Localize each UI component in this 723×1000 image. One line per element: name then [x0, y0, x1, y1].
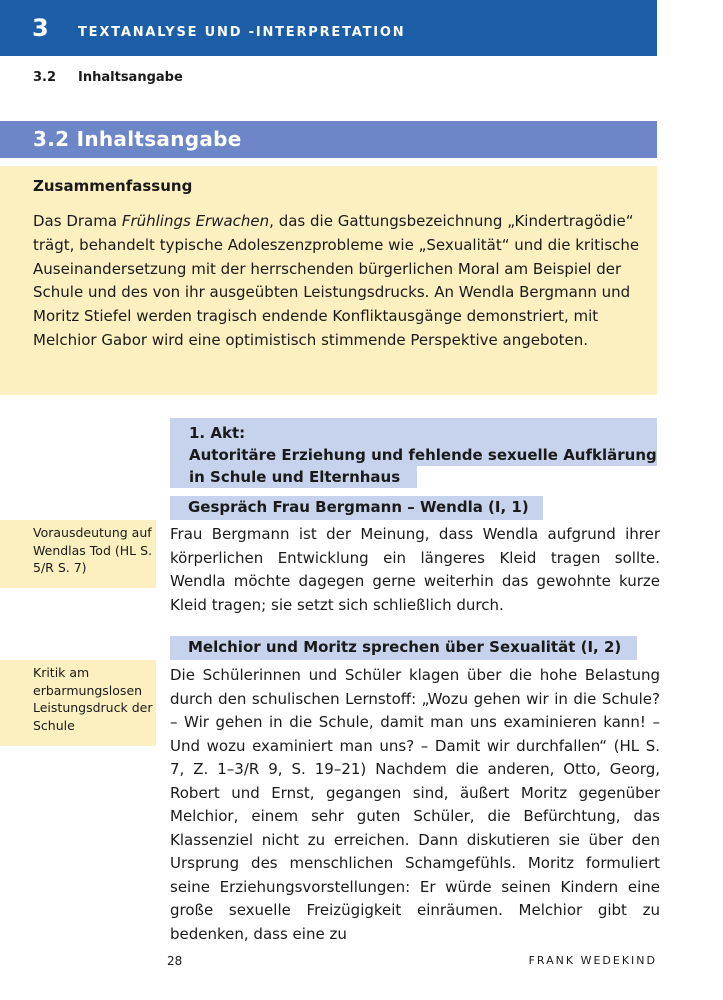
- scene-heading: [170, 636, 637, 660]
- scene-text: Die Schülerinnen und Schüler klagen über die hohe Belastung durch den schulischen Lernstoff: „Wozu gehen wir in die Schule? – Wir gehen in die Schule, damit man uns examinieren kann! – Und wozu examiniert man uns? – Damit wir durchfallen“ (HL S. 7, Z. 1–3/R 9, S. 19–21) Nachdem die anderen, Otto, Georg, Robert und Ernst, gegangen sind, äußert Moritz gegenüber Melchior, einem sehr guten Schüler, die Befürchtung, das Klassenziel nicht zu erreichen. Dann diskutieren sie über den Ursprung des menschlichen Schamgefühls. Moritz formuliert seine Erziehungsvorstellungen: Er würde seinen Kindern eine große sexuelle Freizügigkeit einräumen. Melchior gibt zu bedenken, dass eine zu: [170, 666, 660, 943]
- act-title-line-1: Autoritäre Erziehung und fehlende sexuelle Aufklärung: [189, 446, 657, 464]
- act-heading: [189, 422, 657, 488]
- margin-note: [0, 520, 156, 588]
- margin-note-text: Kritik am erbarmungslosen Leistungsdruck der Schule: [33, 665, 153, 733]
- scene-heading-text: Melchior und Moritz sprechen über Sexualität (I, 2): [188, 638, 622, 656]
- chapter-title: TEXTANALYSE UND -INTERPRETATION: [78, 25, 406, 40]
- act-number: 1. Akt:: [189, 424, 246, 442]
- chapter-header-bar: [0, 0, 657, 56]
- play-title: Frühlings Erwachen: [121, 212, 270, 230]
- section-title: 3.2 Inhaltsangabe: [33, 127, 242, 151]
- author-name: FRANK WEDEKIND: [528, 954, 657, 967]
- summary-box: [0, 166, 657, 395]
- margin-note: [0, 660, 156, 746]
- page-number: 28: [167, 954, 183, 968]
- section-title-bar: [0, 121, 657, 158]
- act-title-line-2: in Schule und Elternhaus: [189, 468, 401, 486]
- summary-text: [33, 210, 647, 353]
- margin-note-text: Vorausdeutung auf Wendlas Tod (HL S. 5/R S. 7): [33, 525, 152, 575]
- chapter-number: 3: [32, 14, 49, 42]
- scene-heading-text: Gespräch Frau Bergmann – Wendla (I, 1): [188, 498, 529, 516]
- scene-text: Frau Bergmann ist der Meinung, dass Wendla aufgrund ihrer körperlichen Entwicklung ein längeres Kleid tragen sollte. Wendla möchte dagegen gerne weiterhin das gewohnte kurze Kleid tragen; sie setzt sich schließlich durch.: [170, 525, 660, 614]
- summary-text-rest: , das die Gattungsbezeichnung „Kindertragödie“ trägt, behandelt typische Adoleszenzprobleme wie „Sexualität“ und die kritische Auseinandersetzung mit der herrschenden bürgerlichen Moral am Beispiel der Schule und des von ihr ausgeübten Leistungsdrucks. An Wendla Bergmann und Moritz Stiefel werden tragisch endende Konfliktausgänge demonstriert, mit Melchior Gabor wird eine optimistisch stimmende Perspektive angeboten.: [33, 212, 640, 349]
- summary-heading: Zusammenfassung: [33, 177, 193, 195]
- subheader-title: Inhaltsangabe: [78, 70, 183, 85]
- running-subheader: [33, 70, 183, 85]
- scene-heading: [170, 496, 543, 520]
- summary-text-start: Das Drama: [33, 212, 122, 230]
- subheader-number: 3.2: [33, 70, 57, 85]
